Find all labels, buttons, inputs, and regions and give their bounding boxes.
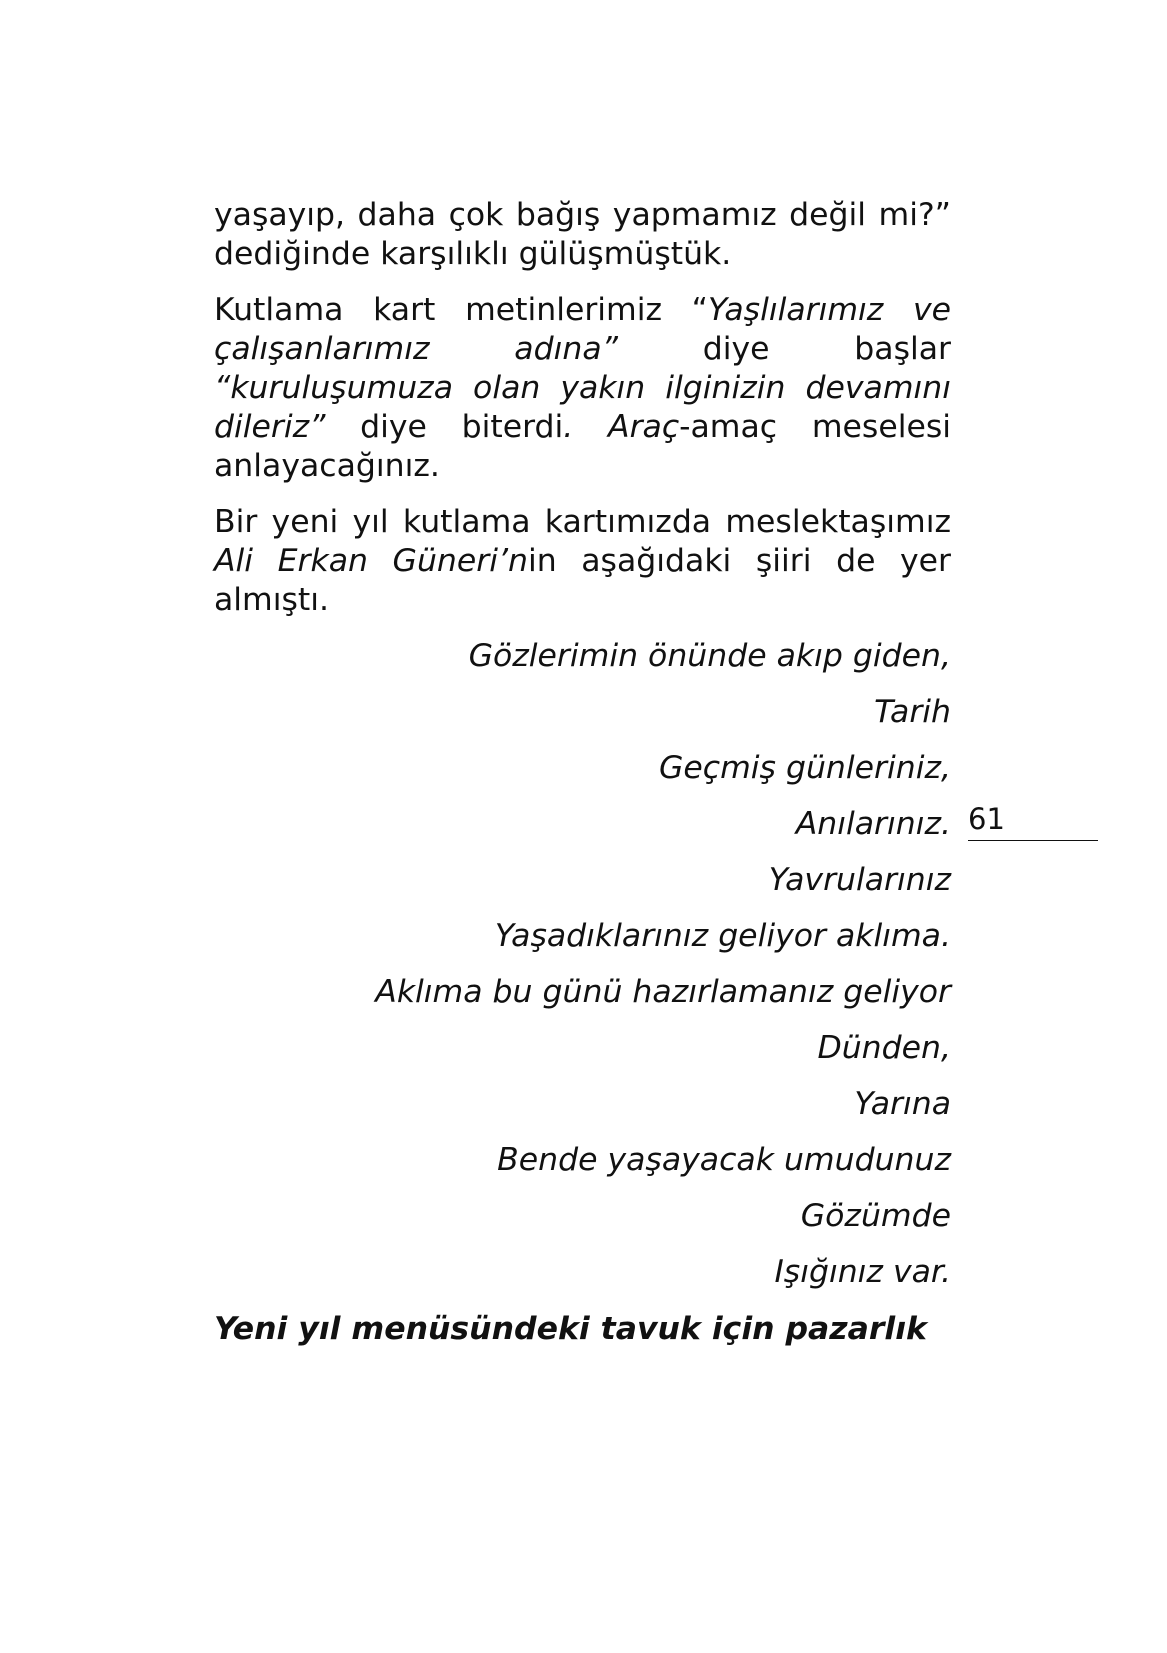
text-segment: Kutlama kart metinlerimiz “ bbox=[214, 292, 708, 328]
paragraph bbox=[214, 503, 951, 620]
text-segment: yaşayıp, daha çok bağış yapmamız değil mi?” dediğinde karşılıklı gülüşmüştük. bbox=[214, 197, 951, 272]
poem-line: Işığınız var. bbox=[774, 1254, 951, 1290]
poem-line: Yarına bbox=[854, 1086, 951, 1122]
paragraph bbox=[214, 196, 951, 274]
poem-line: Gözümde bbox=[800, 1198, 951, 1234]
poem-line: Yavrularınız bbox=[768, 862, 951, 898]
page-number-rule bbox=[968, 840, 1098, 841]
section-heading: Yeni yıl menüsündeki tavuk için pazarlık bbox=[214, 1311, 927, 1347]
poem-line: Dünden, bbox=[817, 1030, 951, 1066]
poem-line: Aklıma bu günü hazırlamanız geliyor bbox=[375, 974, 951, 1010]
text-column bbox=[214, 196, 951, 1349]
text-segment: in aşağıdaki şiiri de yer almıştı. bbox=[214, 543, 951, 618]
poem-line: Yaşadıklarınız geliyor aklıma. bbox=[494, 918, 951, 954]
poem-line: Bende yaşayacak umudunuz bbox=[497, 1142, 951, 1178]
italic-text: Ali Erkan Güneri’n bbox=[214, 543, 528, 579]
italic-text: . Araç bbox=[563, 409, 680, 445]
paragraph bbox=[214, 291, 951, 486]
poem-line: Tarih bbox=[874, 694, 951, 730]
text-segment: -amaç meselesi anlayacağınız. bbox=[214, 409, 951, 484]
poem-line: Geçmiş günleriniz, bbox=[659, 750, 951, 786]
poem-line: Anılarınız. bbox=[795, 806, 951, 842]
text-segment: diye biterdi bbox=[325, 409, 564, 445]
text-segment: diye başlar bbox=[617, 331, 951, 367]
text-segment: Bir yeni yıl kutlama kartımızda meslektaşımız bbox=[214, 504, 951, 540]
page-number: 61 bbox=[968, 802, 1005, 836]
body-paragraphs bbox=[214, 196, 951, 620]
italic-text: Yaşlılarımız ve çalışanlarımız adına” bbox=[214, 292, 951, 367]
italic-text: “kuruluşumuza olan yakın ilginizin devamını dileriz” bbox=[214, 370, 951, 445]
poem-line: Gözlerimin önünde akıp giden, bbox=[468, 638, 951, 674]
poem bbox=[214, 637, 951, 1309]
